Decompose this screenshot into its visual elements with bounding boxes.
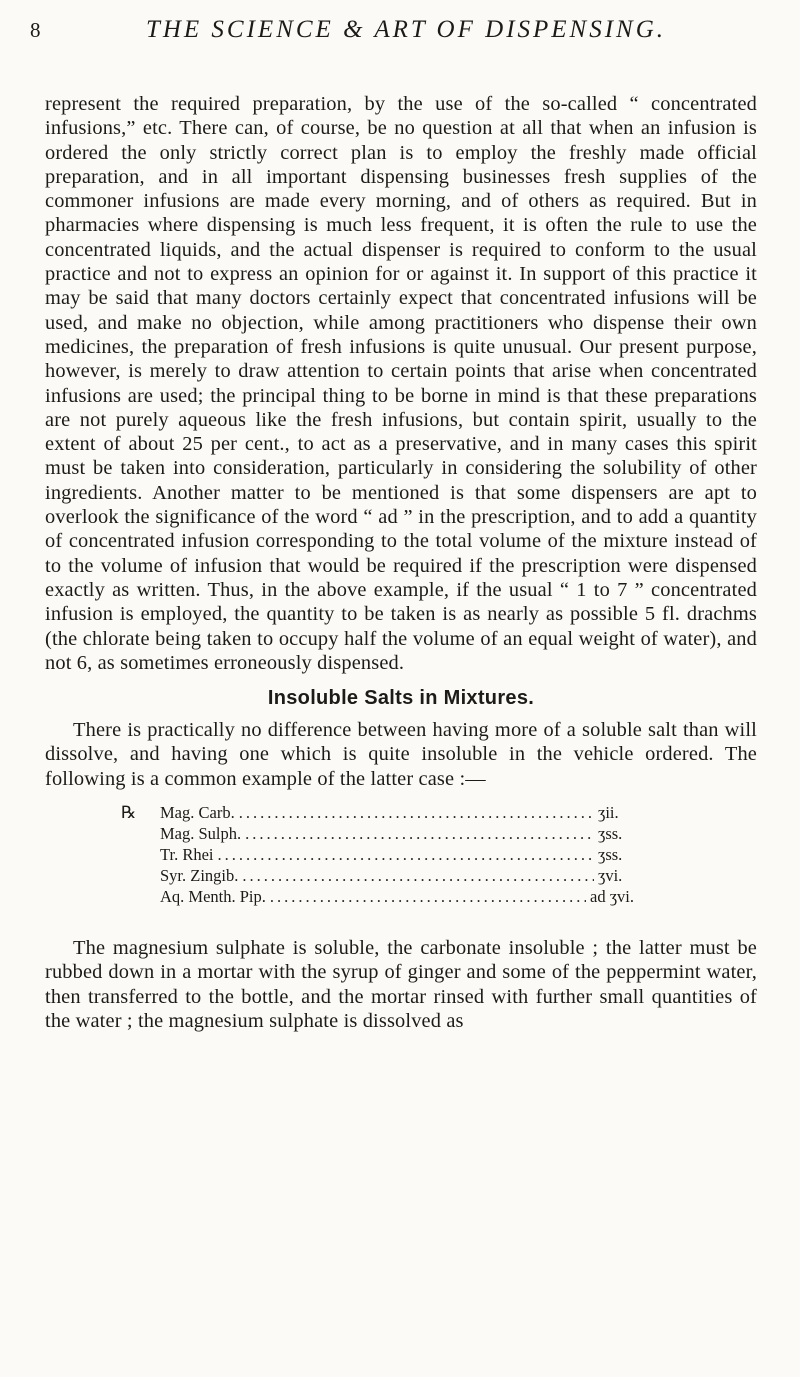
ingredient-name: Tr. Rhei (160, 845, 214, 865)
paragraph-insoluble-salts: There is practically no difference between having more of a soluble salt than will dissolve, and having one which is quite insoluble in the vehicle ordered. The following is a common example of the latter case :— (45, 719, 757, 790)
dot-leader (245, 823, 594, 844)
dot-leader (239, 802, 594, 823)
prescription-item (160, 823, 634, 844)
book-title: THE SCIENCE & ART OF DISPENSING. (145, 16, 667, 43)
section-heading: Insoluble Salts in Mixtures. (267, 687, 535, 710)
running-head (30, 14, 770, 44)
dot-leader (218, 844, 595, 865)
ingredient-quantity: ad ʒvi. (590, 887, 634, 907)
ingredient-quantity: ʒii. (598, 803, 619, 823)
ingredient-quantity: ʒss. (598, 824, 623, 844)
ingredient-name: Mag. Sulph. (160, 824, 242, 844)
dot-leader (270, 886, 586, 907)
ingredient-name: Syr. Zingib. (160, 866, 239, 886)
prescription-item (160, 802, 634, 823)
prescription (45, 802, 757, 928)
ingredient-quantity: ʒss. (598, 845, 623, 865)
ingredient-name: Aq. Menth. Pip. (160, 887, 266, 907)
recipe-symbol: ℞ (121, 803, 137, 823)
prescription-item (160, 886, 634, 907)
ingredient-name: Mag. Carb. (160, 803, 235, 823)
prescription-item (160, 844, 634, 865)
paragraph-magnesium: The magnesium sulphate is soluble, the carbonate insoluble ; the latter must be rubbed down in a mortar with the syrup of ginger and some of the peppermint water, then transferred to the bottle, and the mortar rinsed with further small quantities of the water ; the magnesium sulphate is dissolved as (45, 937, 757, 1032)
dot-leader (242, 865, 594, 886)
prescription-list (160, 802, 634, 907)
page-number: 8 (30, 18, 41, 42)
paragraph-concentrated-infusions: represent the required preparation, by the use of the so-called “ concentrated infusions,” etc. There can, of course, be no question at all that when an infusion is ordered the only strictly correct plan is to employ the freshly made official preparation, and in all important dispensing businesses fresh supplies of the commoner infusions are made every morning, and of others as required. But in pharmacies where dispensing is much less frequent, it is often the rule to use the concentrated liquids, and the actual dispenser is required to conform to the usual practice and not to express an opinion for or against it. In support of this practice it may be said that many doctors certainly expect that concentrated infusions will be used, and make no objection, while among practitioners who dispense their own medicines, the preparation of fresh infusions is quite unusual. Our present purpose, however, is merely to draw attention to certain points that arise when concentrated infusions are used; the principal thing to be borne in mind is that these preparations are not purely aqueous like the fresh infusions, but contain spirit, usually to the extent of about 25 per cent., to act as a preservative, and in many cases this spirit must be taken into consideration, particularly in considering the solubility of other ingredients. Another matter to be mentioned is that some dispensers are apt to overlook the significance of the word “ ad ” in the prescription, and to add a quantity of concentrated infusion corresponding to the total volume of the mixture instead of to the volume of infusion that would be required if the prescription were dispensed exactly as written. Thus, in the above example, if the usual “ 1 to 7 ” concentrated infusion is employed, the quantity to be taken is as nearly as possible 5 fl. drachms (the chlorate being taken to occupy half the volume of an equal weight of water), and not 6, as sometimes erroneously dispensed. (45, 93, 757, 674)
body-text (45, 92, 757, 1033)
prescription-item (160, 865, 634, 886)
ingredient-quantity: ʒvi. (598, 866, 623, 886)
